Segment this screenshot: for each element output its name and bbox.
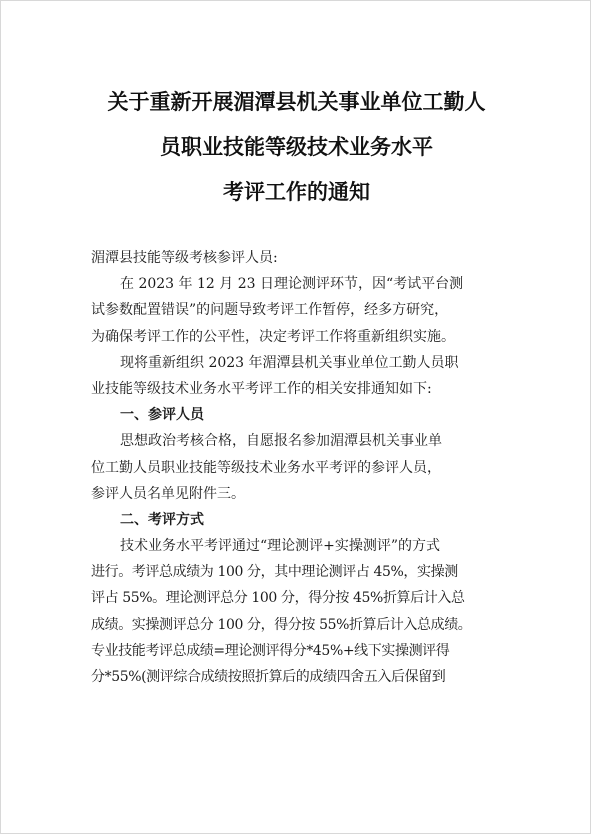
paragraph-line: 思想政治考核合格，自愿报名参加湄潭县机关事业单 bbox=[120, 433, 442, 450]
paragraph-line: 在 2023 年 12 月 23 日理论测评环节，因“考试平台测 bbox=[120, 276, 464, 293]
title-line-1: 关于重新开展湄潭县机关事业单位工勤人 bbox=[107, 89, 486, 114]
paragraph-line: 技术业务水平考评通过“理论测评+实操测评”的方式 bbox=[120, 538, 441, 555]
paragraph-line: 试参数配置错误”的问题导致考评工作暂停，经多方研究， bbox=[91, 302, 449, 319]
paragraph-line: 参评人员名单见附件三。 bbox=[91, 485, 245, 502]
salutation: 湄潭县技能等级考核参评人员: bbox=[91, 250, 278, 266]
paragraph-line: 业技能等级技术业务水平考评工作的相关安排通知如下: bbox=[91, 380, 432, 397]
title-line-3: 考评工作的通知 bbox=[223, 179, 370, 204]
paragraph-line: 为确保考评工作的公平性，决定考评工作将重新组织实施。 bbox=[91, 328, 455, 345]
paragraph-line: 现将重新组织 2023 年湄潭县机关事业单位工勤人员职 bbox=[120, 354, 459, 371]
paragraph-line: 位工勤人员职业技能等级技术业务水平考评的参评人员， bbox=[91, 459, 441, 476]
section-heading-participants: 一、参评人员 bbox=[120, 407, 204, 424]
document-title bbox=[1, 79, 591, 214]
title-line-2: 员职业技能等级技术业务水平 bbox=[160, 134, 433, 159]
section-heading-method: 二、考评方式 bbox=[120, 511, 204, 528]
document-body bbox=[91, 245, 511, 690]
paragraph-line: 分*55%(测评综合成绩按照折算后的成绩四舍五入后保留到 bbox=[91, 669, 446, 685]
paragraph-line: 成绩。实操测评总分 100 分，得分按 55%折算后计入总成绩。 bbox=[91, 616, 472, 633]
paragraph-line: 专业技能考评总成绩=理论测评得分*45%+线下实操测评得 bbox=[91, 642, 450, 659]
paragraph-line: 评占 55%。理论测评总分 100 分，得分按 45%折算后计入总 bbox=[91, 590, 465, 607]
paragraph-line: 进行。考评总成绩为 100 分，其中理论测评占 45%，实操测 bbox=[91, 564, 458, 581]
